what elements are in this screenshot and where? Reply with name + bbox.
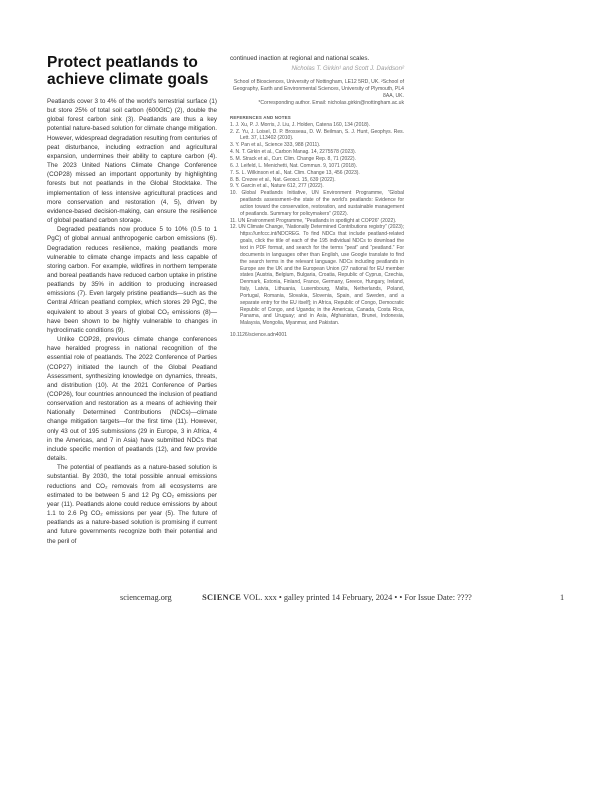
reference-item: 12. UN Climate Change, “Nationally Determined Contributions registry” (2023); https://unfccc.int/NDCREG. To find NDCs that include peatland-related goals, click the title of each of the 195 individual NDCs to download the text in PDF format, and search for the terms “peat” and “peatland.” For documents in languages other than English, use Google translate to find the search terms in the relevant language. NDCs including peatlands in Europe are the UK and the European Union (27 national for EU member states [Austria, Belgium, Bulgaria, Croatia, Republic of Cyprus, Czechia, Denmark, Estonia, Finland, France, Germany, Greece, Hungary, Ireland, Italy, Latvia, Lithuania, Luxembourg, Malta, Netherlands, Poland, Portugal, Romania, Slovakia, Slovenia, Spain, and Sweden, and a separate entry for the EU itself]; in Africa, Republic of Congo, Democratic Republic of Congo, and Uganda; in the Americas, Canada, Costa Rica, Panama, and Uruguay; and in Asia, Afghanistan, Brunei, Indonesia, Malaysia, Mongolia, Myanmar, and Pakistan. bbox=[230, 224, 404, 327]
footer-site: sciencemag.org bbox=[120, 593, 172, 602]
author-list: Nicholas T. Girkin¹ and Scott J. Davidson² bbox=[291, 65, 404, 73]
doi-link[interactable]: 10.1126/science.adn4001 bbox=[230, 332, 287, 339]
paragraph-continuation: continued inaction at regional and national scales. bbox=[230, 55, 370, 62]
reference-item: 4. N. T. Girkin et al., Carbon Manag. 14, 2275578 (2023). bbox=[230, 149, 357, 156]
reference-list bbox=[230, 122, 404, 327]
paragraph: Degraded peatlands now produce 5 to 10% (0.5 to 1 PgC) of global annual anthropogenic carbon emissions (6). Degradation reduces resilience, making peatlands more vulnerable to climate change impacts and less capable of storing carbon. For example, wildfires in northern temperate and boreal peatlands have reduced carbon uptake in pristine peatlands by 35% in addition to producing increased emissions (7). Even largely pristine peatlands—such as the Central African peatland complex, which stores 29 PgC, the equivalent to about 3 years of global CO₂ emissions (8)—have been shown to be highly vulnerable to changes in hydroclimatic conditions (9). bbox=[47, 226, 217, 334]
page-number: 1 bbox=[560, 593, 565, 602]
page-footer bbox=[120, 593, 570, 602]
paragraph: The potential of peatlands as a nature-based solution is substantial. By 2030, the total possible annual emissions reductions and CO₂ removals from all ecosystems are estimated to be between 5 and 12 Pg CO₂ emissions per year (11). Peatlands alone could reduce emissions by about 1.1 to 2.6 Pg CO₂ emissions per year (5). The future of peatlands as a nature-based solution is promising if current and future governments recognize both their potential and the peril of bbox=[47, 464, 217, 545]
paragraph: Unlike COP28, previous climate change conferences have heralded progress in national recognition of the essential role of peatlands. The 2022 Conference of Parties (COP27) initiated the launch of the Global Peatland Assessment, synthesizing knowledge on dynamics, threats, and distribution (10). At the 2021 Conference of Parties (COP26), four countries announced the inclusion of peatland conservation and restoration as a means of achieving their Nationally Determined Contributions (NDCs)—climate change mitigation targets—for the first time (11). However, only 43 out of 195 submissions (29 in Europe, 3 in Africa, 4 in the Americas, and 7 in Asia) have submitted NDCs that include specific mention of peatlands (12), and few provide details. bbox=[47, 336, 217, 463]
left-column bbox=[47, 54, 217, 546]
affiliations bbox=[230, 79, 404, 107]
reference-item: 9. Y. Garcin et al., Nature 612, 277 (2022). bbox=[230, 183, 324, 190]
paragraph: Peatlands cover 3 to 4% of the world’s terrestrial surface (1) but store 25% of total soil carbon (600GtC) (2), double the global forest carbon sink (3). Peatlands are thus a key potential nature-based solution for climate change mitigation. However, widespread degradation resulting from centuries of peat disturbance, including extraction and agricultural expansion, undermines their ability to capture carbon (4). The 2023 United Nations Climate Change Conference (COP28) missed an important opportunity by highlighting forests but not peatlands in the Global Stocktake. The implementation of less intensive agricultural practices and more conservation and restoration (4, 5), driven by evidence-based decision-making, can ensure the resilience of global peatland carbon storage. bbox=[47, 98, 217, 225]
reference-item: 11. UN Environment Programme, “Peatlands in spotlight at COP26” (2022). bbox=[230, 217, 397, 224]
footer-journal: SCIENCE bbox=[202, 593, 242, 602]
footer-details: VOL. xxx • galley printed 14 February, 2024 • • For Issue Date: ???? bbox=[243, 593, 472, 602]
article-title: Protect peatlands to achieve climate goals bbox=[47, 54, 209, 88]
reference-item: 3. Y. Pan et al., Science 333, 988 (2011). bbox=[230, 142, 321, 149]
reference-item: 1. J. Xu, P. J. Morris, J. Liu, J. Holden, Catena 160, 134 (2018). bbox=[230, 121, 370, 128]
affiliation-text: School of Biosciences, University of Nottingham, LE12 5RD, UK. ²School of Geography, Earth and Environmental Sciences, University of Plymouth, PL4 8AA, UK. bbox=[232, 79, 404, 99]
reference-item: 5. M. Strack et al., Curr. Clim. Change Rep. 8, 71 (2022). bbox=[230, 156, 356, 162]
references-heading: REFERENCES AND NOTES bbox=[230, 114, 291, 120]
reference-item: 2. Z. Yu, J. Loisel, D. P. Brosseau, D. W. Beilman, S. J. Hunt, Geophys. Res. Lett. 37, L13402 (2010). bbox=[230, 128, 404, 142]
reference-item: 7. S. L. Wilkinson et al., Nat. Clim. Change 13, 456 (2023). bbox=[230, 169, 360, 176]
right-column bbox=[230, 54, 404, 338]
article-body bbox=[47, 97, 217, 546]
reference-item: 6. J. Leifeld, L. Menichetti, Nat. Commun. 9, 1071 (2018). bbox=[230, 162, 358, 169]
corresponding-author: *Corresponding author. Email: nicholas.girkin@nottingham.ac.uk bbox=[258, 99, 404, 106]
reference-item: 10. Global Peatlands Initiative, UN Environment Programme, “Global peatlands assessment–the state of the world’s peatlands: Evidence for action toward the conservation, restoration, and sustainable management of peatlands. Summary for policymakers” (2022). bbox=[230, 190, 404, 217]
reference-item: 8. B. Crezee et al., Nat. Geosci. 15, 639 (2022). bbox=[230, 176, 336, 183]
